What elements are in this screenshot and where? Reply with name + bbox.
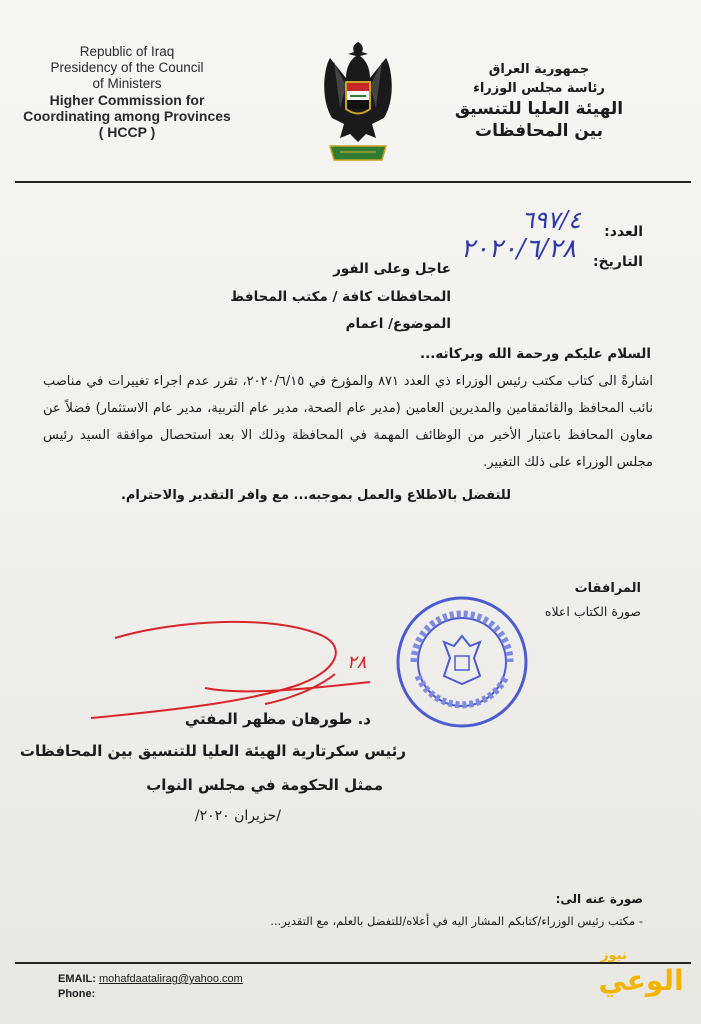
- signatory-name: د. طورهان مظهر المفتي: [184, 710, 371, 728]
- letter-body: اشارةً الى كتاب مكتب رئيس الوزراء ذي العدد ٨٧١ والمؤرخ في ٢٠٢٠/٦/١٥، تقرر عدم اجراء تغييرات في مناصب نائب المحافظ والقائمقامين والمديرين العامين (مدير عام الصحة، مدير عام التربية، مدير عام الاستثمار) فضلاً عن معاون المحافظ باعتبار الأخير من الوظائف المهمة في المحافظة وذلك الا بعد استحصال موافقة السيد رئيس مجلس الوزراء على ذلك التغيير.: [43, 374, 653, 470]
- number-handwritten-value: ٦٩٧/٤: [521, 206, 581, 234]
- recipient: المحافظات كافة / مكتب المحافظ: [230, 289, 451, 305]
- english-letterhead: [22, 44, 232, 140]
- number-label: العدد:: [604, 224, 643, 240]
- copy-to-label: صورة عنه الى:: [555, 892, 643, 906]
- official-stamp-icon: [392, 592, 532, 732]
- watermark-small-text: نيوز: [601, 948, 627, 963]
- iraq-eagle-emblem-icon: [310, 38, 406, 168]
- greeting: السلام عليكم ورحمة الله وبركاته...: [419, 346, 651, 362]
- subject: الموضوع/ اعمام: [345, 316, 451, 332]
- signature-date-mark: ٢٨: [347, 652, 367, 673]
- email-label: EMAIL:: [58, 973, 96, 985]
- date-handwritten-value: ٢٠٢٠/٦/٢٨: [460, 234, 576, 264]
- footer-email: [58, 973, 243, 985]
- footer-phone: [58, 988, 95, 1000]
- date-label: التاريخ:: [592, 254, 643, 270]
- urgent-notice: عاجل وعلى الفور: [333, 261, 451, 277]
- en-line-ministers: of Ministers: [92, 76, 162, 91]
- footer-divider: [15, 962, 691, 964]
- en-line-abbreviation: ( HCCP ): [98, 124, 156, 140]
- en-line-coordinating: Coordinating among Provinces: [23, 108, 231, 124]
- signature-date: /حزيران ٢٠٢٠/: [194, 808, 281, 824]
- ar-line-provinces: بين المحافظات: [475, 121, 603, 141]
- signatory-role: ممثل الحكومة في مجلس النواب: [146, 776, 383, 794]
- en-line-presidency: Presidency of the Council: [50, 60, 204, 75]
- en-line-country: Republic of Iraq: [79, 44, 175, 59]
- email-value[interactable]: mohafdaatalirag@yahoo.com: [98, 973, 243, 985]
- phone-label: Phone:: [58, 988, 96, 1000]
- header-divider: [15, 181, 691, 183]
- attachments-item: صورة الكتاب اعلاه: [544, 604, 641, 619]
- arabic-letterhead: [429, 60, 649, 142]
- copy-to-item: - مكتب رئيس الوزراء/كتابكم المشار اليه في أعلاه/للتفضل بالعلم، مع التقدير...: [270, 914, 643, 928]
- ar-line-country: جمهورية العراق: [488, 62, 590, 77]
- ar-line-presidency: رئاسة مجلس الوزراء: [473, 81, 605, 96]
- signatory-title: رئيس سكرتارية الهيئة العليا للتنسيق بين المحافظات: [19, 742, 406, 760]
- closing-line: للتفضل بالاطلاع والعمل بموجبه... مع وافر التقدير والاحترام.: [120, 488, 511, 503]
- en-line-commission: Higher Commission for: [49, 92, 205, 108]
- news-watermark-logo: [595, 948, 687, 1010]
- attachments-label: المرافقات: [574, 581, 641, 596]
- watermark-big-text: الوعي: [598, 964, 684, 997]
- ar-line-commission: الهيئة العليا للتنسيق: [454, 99, 624, 119]
